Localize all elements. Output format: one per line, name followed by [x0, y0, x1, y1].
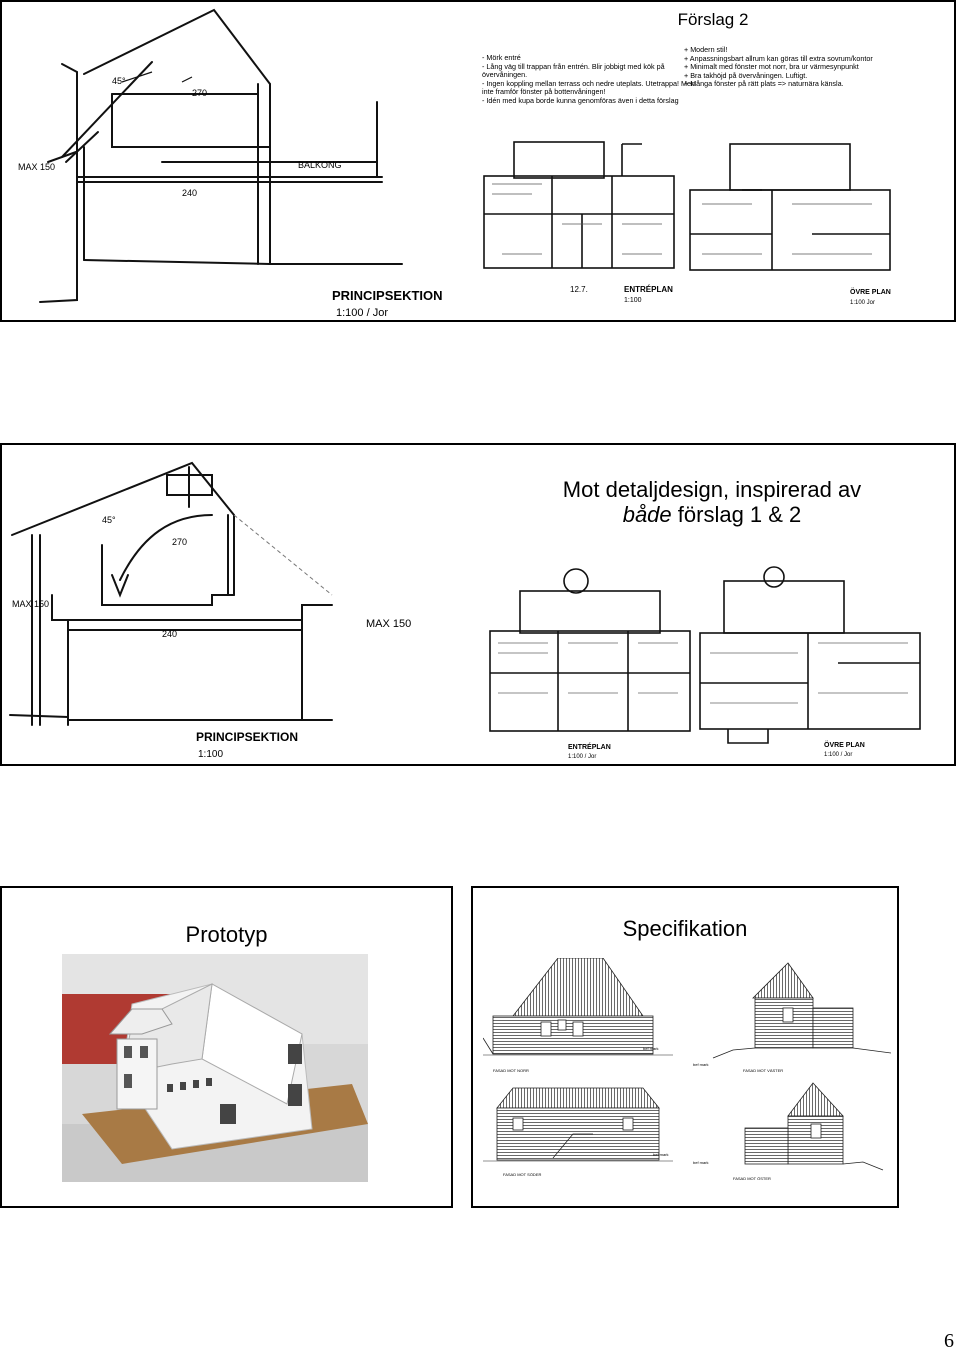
- slide-title-line1: Mot detaljdesign, inspirerad av: [562, 477, 862, 502]
- facade-west: [713, 963, 891, 1058]
- slide-forslag-2: [0, 0, 956, 322]
- slide-prototype: [0, 886, 453, 1208]
- list-item: + Anpassningsbart allrum kan göras till extra sovrum/kontor: [684, 53, 873, 63]
- sketch-label-balcony: BALKONG: [298, 160, 342, 170]
- slide-detail-design: [0, 443, 956, 766]
- section-sketch: [2, 445, 482, 763]
- mark-label-1: bef mark: [643, 1046, 659, 1051]
- sketch-label-max-left: MAX 150: [12, 599, 50, 609]
- section-title: PRINCIPSEKTION: [332, 288, 443, 303]
- prototype-model-photo: [62, 954, 368, 1182]
- list-item: - Lång väg till trappan från entrén. Blir jobbigt med kök på övervåningen.: [482, 63, 707, 80]
- list-item: + Många fönster på rätt plats => naturnära känsla.: [684, 79, 844, 89]
- mark-label-4: bef mark: [693, 1160, 709, 1165]
- facade-label-north: FASAD MOT NORR: [493, 1068, 529, 1073]
- sketch-label-max-right: MAX 150: [366, 618, 412, 630]
- sketch-label-270: 270: [192, 88, 208, 98]
- list-item: + Minimalt med fönster mot norr, bra ur värmesynpunkt: [684, 62, 859, 72]
- page-number: 6: [944, 1330, 954, 1352]
- sketch-label-240: 240: [182, 188, 198, 198]
- facade-north: [483, 958, 653, 1054]
- slide-title: Specifikation: [622, 916, 748, 941]
- section-sketch: [2, 2, 472, 320]
- slide-title: Förslag 2: [677, 10, 749, 29]
- plan-scale-entry: 1:100 / Jor: [568, 754, 597, 760]
- sketch-label-240: 240: [162, 629, 178, 639]
- sketch-label-45: 45°: [102, 515, 116, 525]
- list-item: + Bra takhöjd på övervåningen. Luftigt.: [684, 70, 808, 80]
- list-item: - Idén med kupa borde kunna genomföras även i detta förslag: [482, 97, 707, 106]
- plan-num: 12.7.: [570, 285, 588, 294]
- plan-label-upper: ÖVRE PLAN: [850, 289, 891, 296]
- mark-label-2: bef mark: [693, 1062, 709, 1067]
- plan-label-entry: ENTRÉPLAN: [624, 285, 673, 294]
- facade-label-east: FASAD MOT ÖSTER: [733, 1176, 771, 1181]
- sketch-label-max: MAX 150: [18, 162, 56, 172]
- mark-label-3: bef mark: [653, 1152, 669, 1157]
- elevation-drawings: [483, 958, 891, 1205]
- slide-title-rest: förslag 1 & 2: [671, 502, 802, 527]
- plan-scale-upper: 1:100 Jor: [850, 300, 876, 306]
- plan-label-entry: ENTRÉPLAN: [568, 744, 611, 751]
- floor-plan-drawing: [478, 563, 948, 763]
- list-item: - Mörk entré: [482, 54, 707, 63]
- plan-scale-entry: 1:100: [624, 297, 642, 304]
- slide-title-emphasis: både: [622, 502, 672, 527]
- section-title: PRINCIPSEKTION: [196, 730, 299, 744]
- facade-label-west: FASAD MOT VÄSTER: [743, 1068, 784, 1073]
- slide-specification: [471, 886, 899, 1208]
- sketch-label-45: 45°: [112, 76, 126, 86]
- section-scale: 1:100 / Jor: [336, 307, 388, 319]
- plan-label-upper: ÖVRE PLAN: [824, 742, 865, 749]
- facade-south: [497, 1088, 659, 1160]
- sketch-label-270: 270: [172, 537, 188, 547]
- section-scale: 1:100: [198, 749, 224, 760]
- facade-label-south: FASAD MOT SÖDER: [503, 1172, 542, 1177]
- plan-scale-upper: 1:100 / Jor: [824, 752, 853, 758]
- slide-title: Prototyp: [185, 922, 268, 947]
- slide-title: [502, 477, 922, 527]
- list-item: + Modern stil!: [684, 45, 728, 54]
- facade-east: [745, 1083, 883, 1170]
- cons-list: [482, 54, 707, 106]
- floor-plan-sketch: [472, 134, 892, 319]
- pros-list: [684, 46, 954, 89]
- list-item: - Ingen koppling mellan terrass och nedre uteplats. Utetrappa! Men inte framför fönster på bottenvåningen!: [482, 80, 707, 97]
